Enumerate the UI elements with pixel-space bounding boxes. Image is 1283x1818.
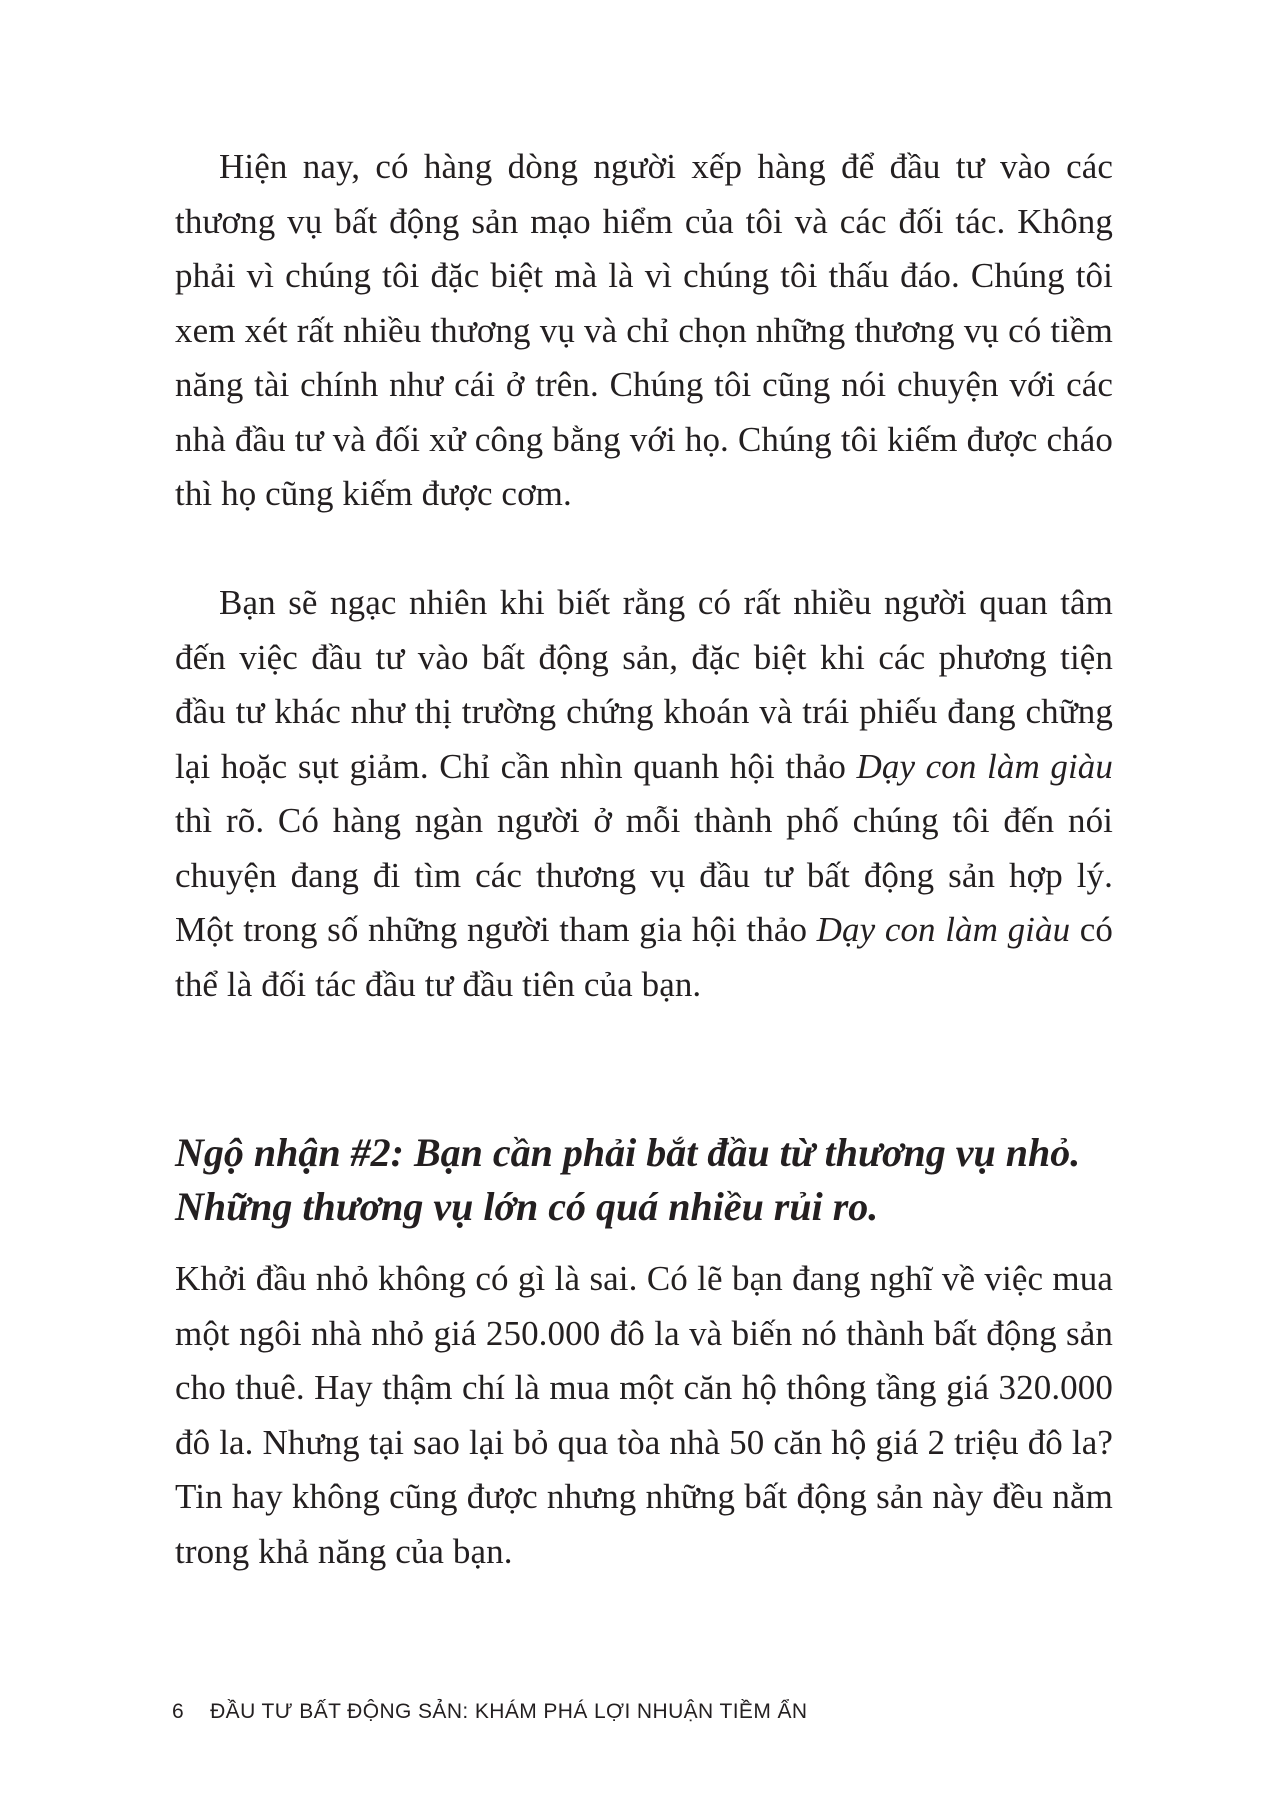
paragraph-text: Bạn sẽ ngạc nhiên khi biết rằng có rất nhiều người quan tâm đến việc đầu tư vào bất động sản, đặc biệt khi các phương tiện đầu tư khác như thị trường chứng khoán và trái phiếu đang chững lại hoặc sụt giảm. Chỉ cần nhìn quanh hội thảo xyxy=(175,583,1113,786)
page-number: 6 xyxy=(172,1700,185,1723)
paragraph-seminar-partners xyxy=(175,576,1113,1012)
paragraph-start-small xyxy=(175,1252,1113,1579)
paragraph-text: Khởi đầu nhỏ không có gì là sai. Có lẽ bạn đang nghĩ về việc mua một ngôi nhà nhỏ giá 250.000 đô la và biến nó thành bất động sản cho thuê. Hay thậm chí là mua một căn hộ thông tầng giá 320.000 đô la. Nhưng tại sao lại bỏ qua tòa nhà 50 căn hộ giá 2 triệu đô la? Tin hay không cũng được nhưng những bất động sản này đều nằm trong khả năng của bạn. xyxy=(175,1259,1113,1571)
paragraph-text: có thể là đối tác đầu tư đầu tiên của bạn. xyxy=(175,910,1113,1004)
book-title-italic: Dạy con làm giàu xyxy=(816,910,1071,949)
book-title-italic: Dạy con làm giàu xyxy=(856,746,1113,786)
running-title: ĐẦU TƯ BẤT ĐỘNG SẢN: KHÁM PHÁ LỢI NHUẬN TIỀM ẨN xyxy=(210,1700,808,1723)
paragraph-text: Hiện nay, có hàng dòng người xếp hàng để đầu tư vào các thương vụ bất động sản mạo hiểm của tôi và các đối tác. Không phải vì chúng tôi đặc biệt mà là vì chúng tôi thấu đáo. Chúng tôi xem xét rất nhiều thương vụ và chỉ chọn những thương vụ có tiềm năng tài chính như cái ở trên. Chúng tôi cũng nói chuyện với các nhà đầu tư và đối xử công bằng với họ. Chúng tôi kiếm được cháo thì họ cũng kiếm được cơm. xyxy=(175,147,1113,513)
paragraph-investor-queue xyxy=(175,140,1113,522)
section-heading: Ngộ nhận #2: Bạn cần phải bắt đầu từ thương vụ nhỏ. Những thương vụ lớn có quá nhiều rủi ro. xyxy=(175,1130,1081,1229)
paragraph-text: thì rõ. Có hàng ngàn người ở mỗi thành phố chúng tôi đến nói chuyện đang đi tìm các thương vụ đầu tư bất động sản hợp lý. Một trong số những người tham gia hội thảo xyxy=(175,801,1113,949)
page-footer xyxy=(172,1700,807,1724)
